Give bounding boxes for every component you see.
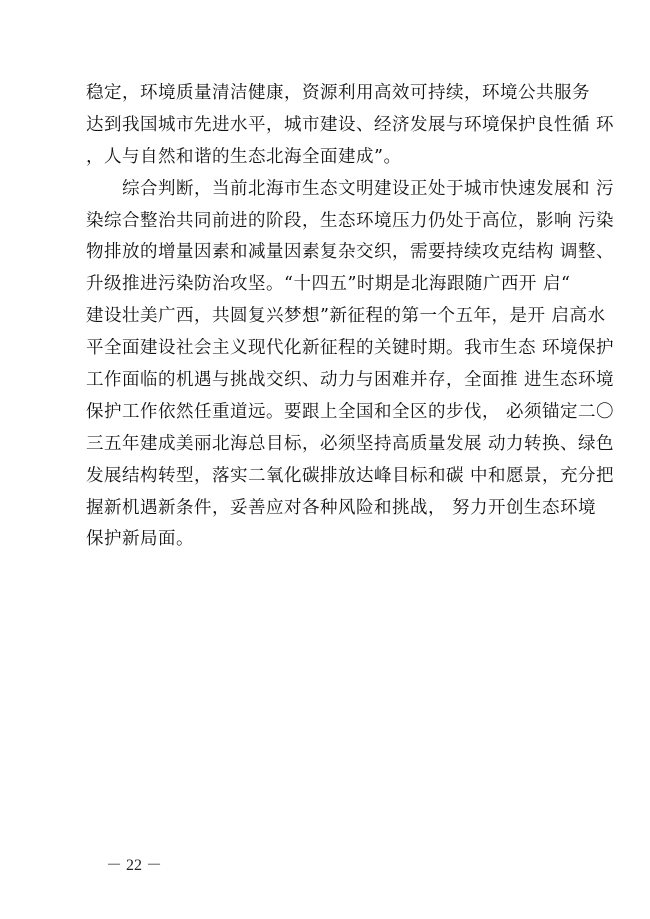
text-line: 保护新局面。 xyxy=(86,529,194,550)
text-line: 建设壮美广西，共圆复兴梦想”新征程的第一个五年，是开 启高水 xyxy=(86,306,606,327)
text-line: 发展结构转型，落实二氧化碳排放达峰目标和碳 中和愿景，充分把 xyxy=(86,465,615,486)
text-line: 握新机遇新条件，妥善应对各种风险和挑战， 努力开创生态环境 xyxy=(86,497,597,518)
text-line: 达到我国城市先进水平，城市建设、经济发展与环境保护良性循 环 xyxy=(86,114,615,135)
text-line: ，人与自然和谐的生态北海全面建成”。 xyxy=(86,146,402,167)
body-text xyxy=(86,78,615,556)
page-number: － 22 － xyxy=(106,857,163,874)
text-line: 保护工作依然任重道远。要跟上全国和全区的步伐， 必须锚定二〇 xyxy=(86,401,615,422)
text-line: 平全面建设社会主义现代化新征程的关键时期。我市生态 环境保护 xyxy=(86,338,615,359)
text-line: 升级推进污染防治攻坚。“十四五”时期是北海跟随广西开 启“ xyxy=(86,274,571,295)
text-line: 工作面临的机遇与挑战交织、动力与困难并存，全面推 进生态环境 xyxy=(86,370,615,391)
text-line: 三五年建成美丽北海总目标，必须坚持高质量发展 动力转换、绿色 xyxy=(86,433,615,454)
text-line: 物排放的增量因素和减量因素复杂交织，需要持续攻克结构 调整、 xyxy=(86,242,615,263)
text-line: 综合判断，当前北海市生态文明建设正处于城市快速发展和 污 xyxy=(86,178,615,199)
text-line: 稳定，环境质量清洁健康，资源利用高效可持续，环境公共服务 xyxy=(86,83,590,103)
text-line: 染综合整治共同前进的阶段，生态环境压力仍处于高位，影响 污染 xyxy=(86,210,615,231)
